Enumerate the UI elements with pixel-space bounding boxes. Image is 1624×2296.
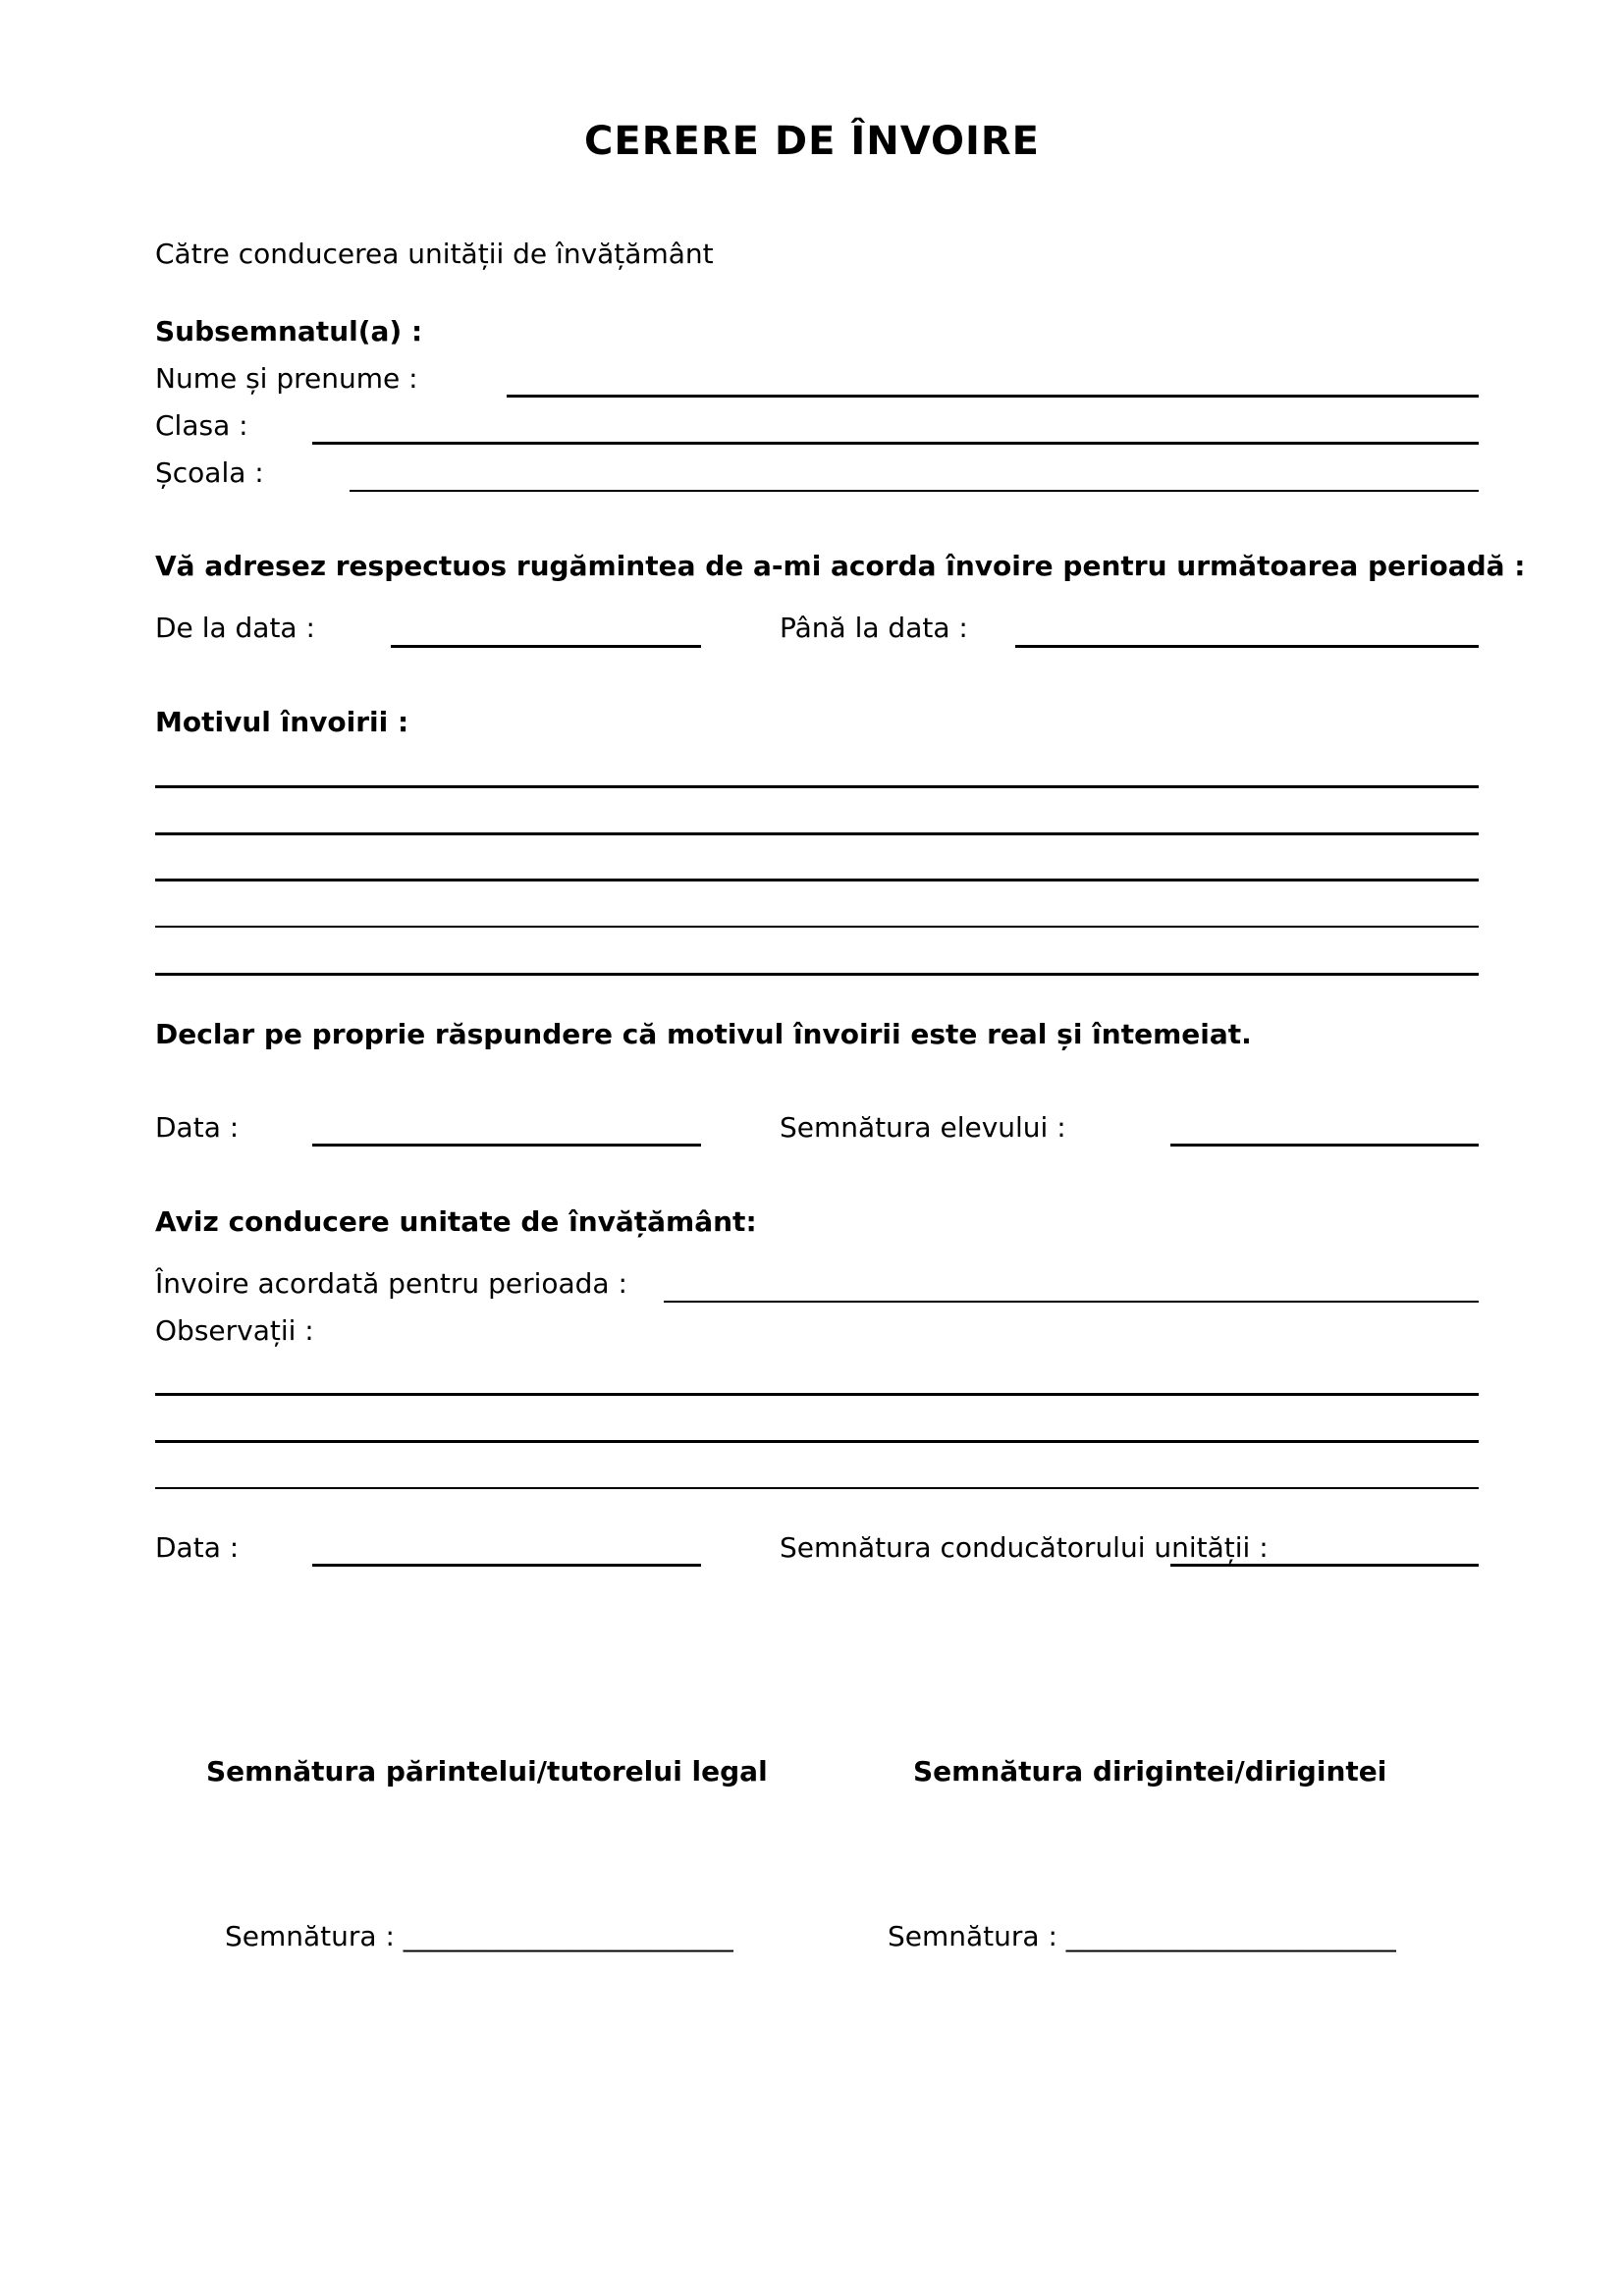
principal-signature-field-line[interactable] bbox=[1170, 1564, 1479, 1567]
reason-line-2[interactable] bbox=[155, 832, 1479, 835]
applicant-heading: Subsemnatul(a) : bbox=[155, 315, 423, 347]
teacher-signature-field[interactable]: Semnătura : ________________________ bbox=[888, 1920, 1396, 1952]
parent-signature-heading: Semnătura părintelui/tutorelui legal bbox=[206, 1755, 768, 1788]
addressee-text: Către conducerea unității de învățământ bbox=[155, 238, 714, 270]
reason-line-4[interactable] bbox=[155, 926, 1479, 928]
approval-heading: Aviz conducere unitate de învățământ: bbox=[155, 1205, 757, 1238]
observations-line-1[interactable] bbox=[155, 1393, 1479, 1396]
class-label: Clasa : bbox=[155, 409, 248, 442]
parent-signature-field[interactable]: Semnătura : ________________________ bbox=[225, 1920, 733, 1952]
reason-line-1[interactable] bbox=[155, 785, 1479, 788]
observations-label: Observații : bbox=[155, 1314, 314, 1347]
to-date-label: Până la data : bbox=[780, 612, 968, 644]
principal-signature-label: Semnătura conducătorului unității : bbox=[780, 1531, 1269, 1564]
name-field-line[interactable] bbox=[507, 395, 1479, 398]
from-date-field-line[interactable] bbox=[391, 645, 701, 648]
observations-line-2[interactable] bbox=[155, 1440, 1479, 1443]
to-date-field-line[interactable] bbox=[1015, 645, 1479, 648]
reason-heading: Motivul învoirii : bbox=[155, 706, 409, 738]
student-date-label: Data : bbox=[155, 1111, 240, 1144]
declaration-statement: Declar pe proprie răspundere că motivul învoirii este real și întemeiat. bbox=[155, 1018, 1252, 1050]
approved-period-field-line[interactable] bbox=[664, 1301, 1479, 1303]
approval-date-label: Data : bbox=[155, 1531, 240, 1564]
student-signature-label: Semnătura elevului : bbox=[780, 1111, 1066, 1144]
student-signature-field-line[interactable] bbox=[1170, 1144, 1479, 1147]
teacher-signature-heading: Semnătura dirigintei/dirigintei bbox=[913, 1755, 1387, 1788]
school-label: Școala : bbox=[155, 456, 264, 489]
class-field-line[interactable] bbox=[312, 442, 1479, 445]
name-label: Nume și prenume : bbox=[155, 362, 418, 395]
reason-line-5[interactable] bbox=[155, 973, 1479, 976]
student-date-field-line[interactable] bbox=[312, 1144, 701, 1147]
approval-date-field-line[interactable] bbox=[312, 1564, 701, 1567]
request-statement: Vă adresez respectuos rugămintea de a-mi acorda învoire pentru următoarea perioadă : bbox=[155, 550, 1526, 582]
approved-period-label: Învoire acordată pentru perioada : bbox=[155, 1267, 627, 1300]
page-title: CERERE DE ÎNVOIRE bbox=[584, 119, 1040, 164]
from-date-label: De la data : bbox=[155, 612, 315, 644]
school-field-line[interactable] bbox=[350, 490, 1479, 492]
observations-line-3[interactable] bbox=[155, 1487, 1479, 1489]
reason-line-3[interactable] bbox=[155, 879, 1479, 881]
